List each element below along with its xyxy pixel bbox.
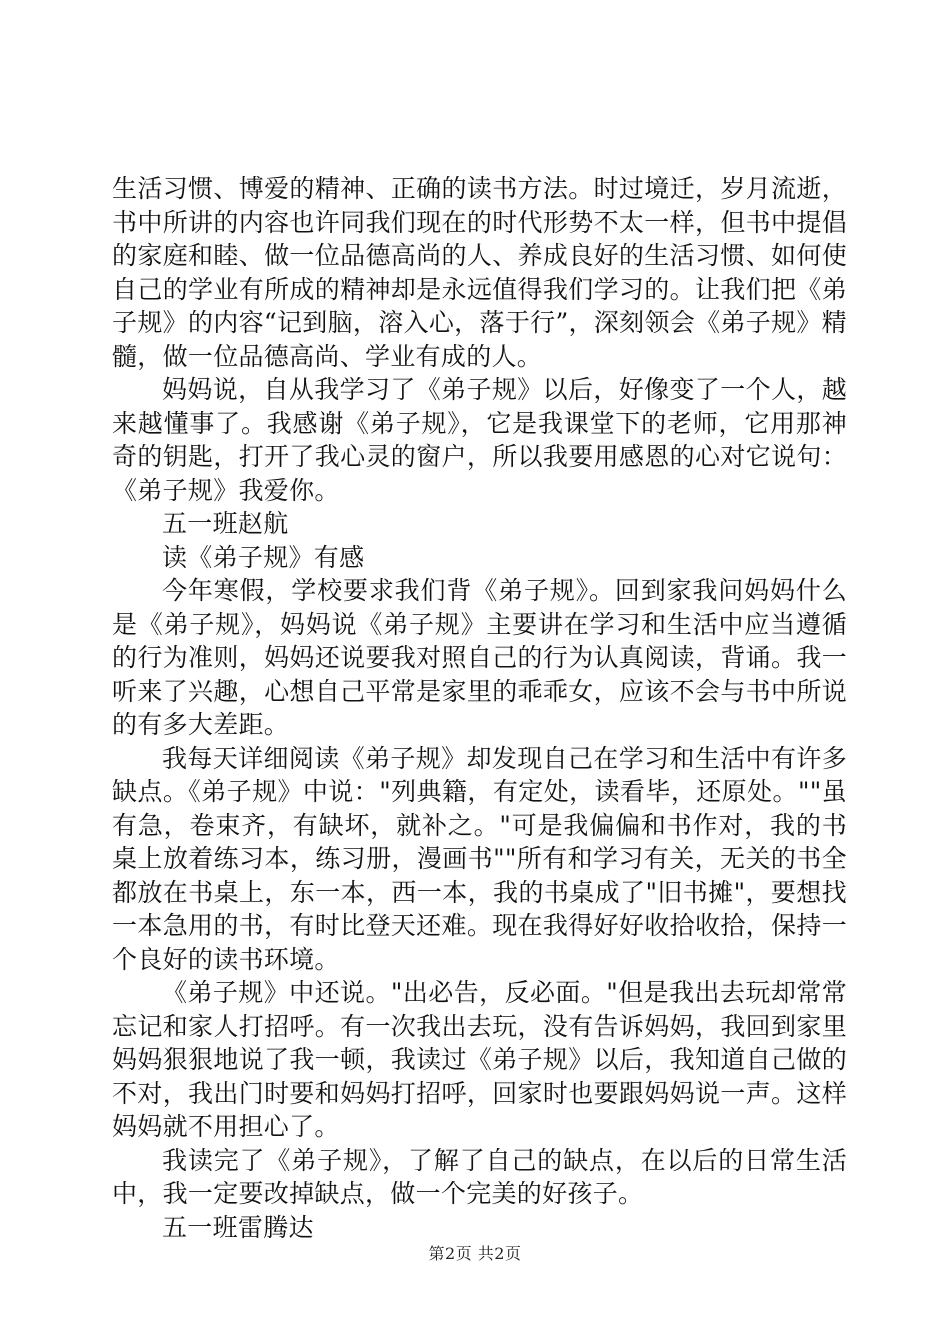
paragraph: 《弟子规》中还说。"出必告，反必面。"但是我出去玩却常常忘记和家人打招呼。有一次我出去玩，没有告诉妈妈，我回到家里妈妈狠狠地说了我一顿，我读过《弟子规》以后，我知道自己做的不对，我出门时要和妈妈打招呼，回家时也要跟妈妈说一声。这样妈妈就不用担心了。 bbox=[112, 978, 847, 1141]
paragraph: 我读完了《弟子规》，了解了自己的缺点，在以后的日常生活中，我一定要改掉缺点，做一个完美的好孩子。 bbox=[112, 1145, 847, 1208]
document-body bbox=[112, 172, 847, 1244]
paragraph: 今年寒假，学校要求我们背《弟子规》。回到家我问妈妈什么是《弟子规》，妈妈说《弟子规》主要讲在学习和生活中应当遵循的行为准则，妈妈还说要我对照自己的行为认真阅读，背诵。我一听来了兴趣，心想自己平常是家里的乖乖女，应该不会与书中所说的有多大差距。 bbox=[112, 576, 847, 739]
page-number-footer: 第2页 共2页 bbox=[428, 1244, 522, 1263]
paragraph: 生活习惯、博爱的精神、正确的读书方法。时过境迁，岁月流逝，书中所讲的内容也许同我们现在的时代形势不太一样，但书中提倡的家庭和睦、做一位品德高尚的人、养成良好的生活习惯、如何使自己的学业有所成的精神却是永远值得我们学习的。让我们把《弟子规》的内容“记到脑，溶入心，落于行”，深刻领会《弟子规》精髓，做一位品德高尚、学业有成的人。 bbox=[112, 174, 847, 371]
author-signature: 五一班雷腾达 bbox=[162, 1212, 314, 1242]
author-signature: 五一班赵航 bbox=[162, 509, 289, 538]
essay-title: 读《弟子规》有感 bbox=[162, 542, 365, 572]
paragraph: 我每天详细阅读《弟子规》却发现自己在学习和生活中有许多缺点。《弟子规》中说："列典籍，有定处，读看毕，还原处。""虽有急，卷束齐，有缺坏，就补之。"可是我偏偏和书作对，我的书桌上放着练习本，练习册，漫画书""所有和学习有关，无关的书全都放在书桌上，东一本，西一本，我的书桌成了"旧书摊"，要想找一本急用的书，有时比登天还难。现在我得好好收拾收拾，保持一个良好的读书环境。 bbox=[112, 743, 847, 974]
paragraph: 妈妈说，自从我学习了《弟子规》以后，好像变了一个人，越来越懂事了。我感谢《弟子规》，它是我课堂下的老师，它用那神奇的钥匙，打开了我心灵的窗户，所以我要用感恩的心对它说句：《弟子规》我爱你。 bbox=[112, 375, 847, 505]
